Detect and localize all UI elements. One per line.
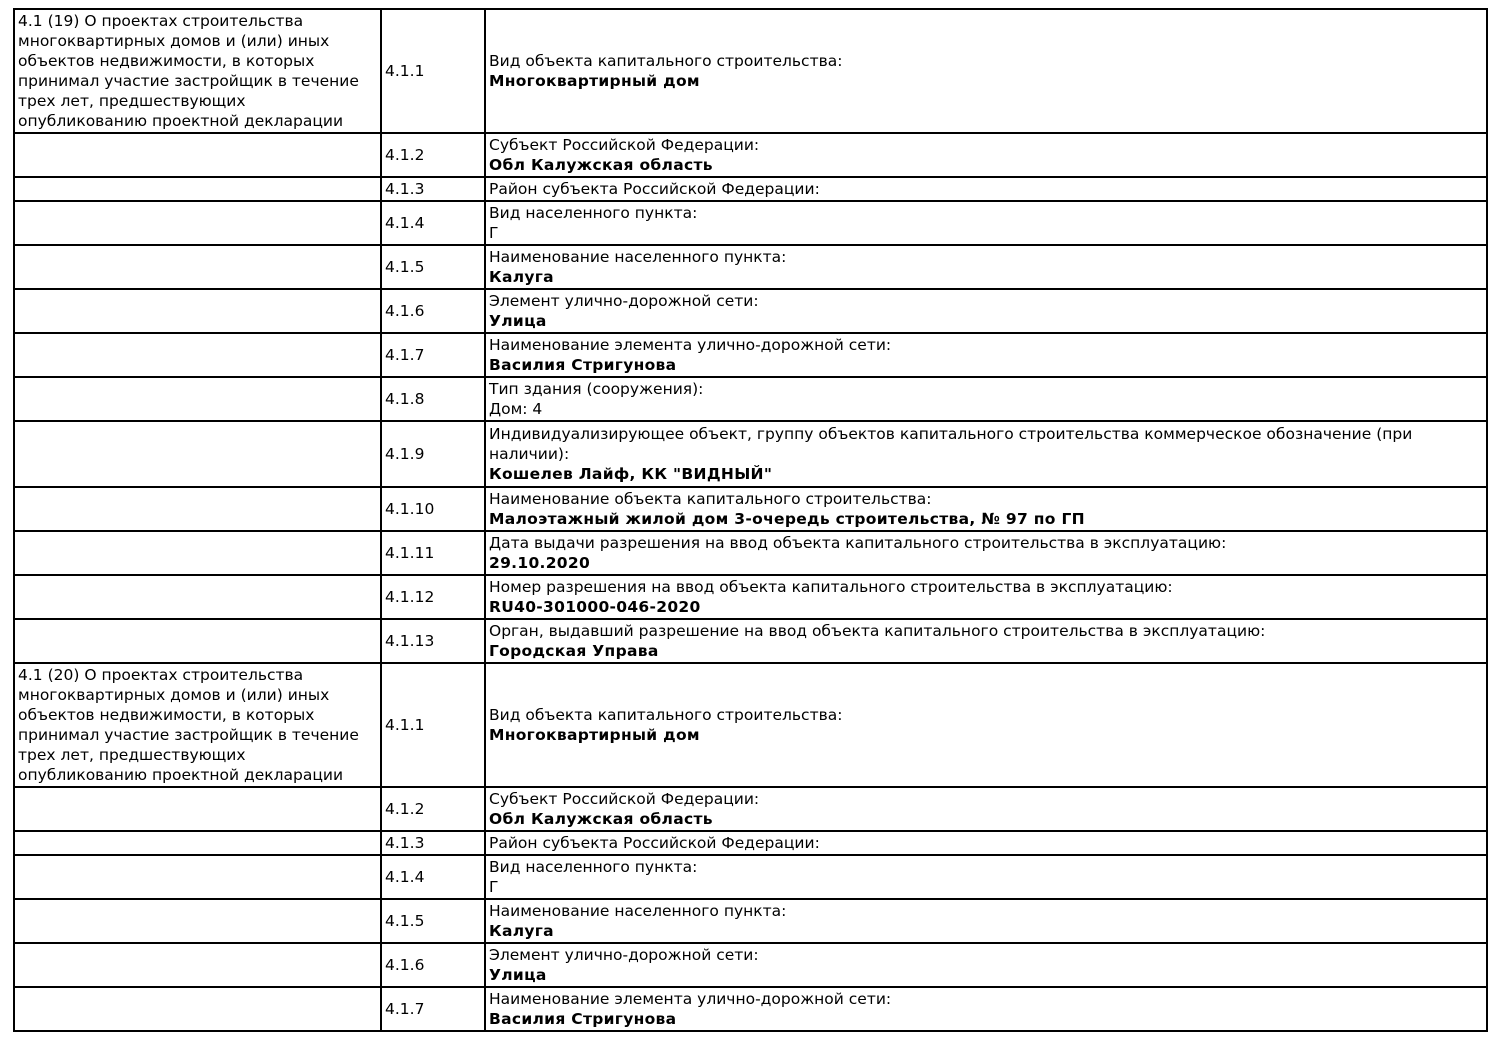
table-row xyxy=(14,531,1487,575)
item-code: 4.1.10 xyxy=(381,487,485,531)
section-description: 4.1 (20) О проектах строительства многоквартирных домов и (или) иных объектов недвижимости, в которых принимал участие застройщик в течение трех лет, предшествующих опубликованию проектной декларации xyxy=(14,663,381,787)
item-content-cell xyxy=(485,899,1487,943)
table-row xyxy=(14,487,1487,531)
item-content-cell xyxy=(485,201,1487,245)
item-value: Многоквартирный дом xyxy=(489,72,700,90)
item-code: 4.1.6 xyxy=(381,943,485,987)
table-row xyxy=(14,177,1487,201)
declaration-table xyxy=(13,8,1488,1032)
item-value: Калуга xyxy=(489,268,554,286)
item-content-cell xyxy=(485,575,1487,619)
table-row xyxy=(14,333,1487,377)
item-value: Г xyxy=(489,878,499,896)
table-row xyxy=(14,289,1487,333)
item-label: Район субъекта Российской Федерации: xyxy=(489,180,820,198)
item-content-cell xyxy=(485,487,1487,531)
item-value: Улица xyxy=(489,312,547,330)
item-code: 4.1.1 xyxy=(381,9,485,133)
item-value: Многоквартирный дом xyxy=(489,726,700,744)
empty-description-cell xyxy=(14,177,381,201)
empty-description-cell xyxy=(14,787,381,831)
item-label: Наименование объекта капитального строительства: xyxy=(489,490,932,508)
item-value: Улица xyxy=(489,966,547,984)
item-value: Дом: 4 xyxy=(489,400,543,418)
item-value: RU40-301000-046-2020 xyxy=(489,598,701,616)
item-label: Район субъекта Российской Федерации: xyxy=(489,834,820,852)
item-label: Вид населенного пункта: xyxy=(489,204,698,222)
item-code: 4.1.11 xyxy=(381,531,485,575)
item-code: 4.1.8 xyxy=(381,377,485,421)
item-content-cell xyxy=(485,245,1487,289)
table-body xyxy=(14,9,1487,1031)
item-code: 4.1.6 xyxy=(381,289,485,333)
empty-description-cell xyxy=(14,245,381,289)
item-content-cell xyxy=(485,421,1487,487)
empty-description-cell xyxy=(14,899,381,943)
item-code: 4.1.7 xyxy=(381,333,485,377)
item-content-cell xyxy=(485,177,1487,201)
item-content-cell xyxy=(485,9,1487,133)
item-code: 4.1.12 xyxy=(381,575,485,619)
table-row xyxy=(14,377,1487,421)
empty-description-cell xyxy=(14,133,381,177)
item-value: Василия Стригунова xyxy=(489,1010,677,1028)
table-row xyxy=(14,245,1487,289)
item-label: Вид населенного пункта: xyxy=(489,858,698,876)
item-content-cell xyxy=(485,377,1487,421)
item-content-cell xyxy=(485,619,1487,663)
empty-description-cell xyxy=(14,487,381,531)
table-row xyxy=(14,663,1487,787)
empty-description-cell xyxy=(14,377,381,421)
item-label: Наименование элемента улично-дорожной сети: xyxy=(489,990,892,1008)
item-value: Василия Стригунова xyxy=(489,356,677,374)
item-value: 29.10.2020 xyxy=(489,554,591,572)
table-row xyxy=(14,943,1487,987)
empty-description-cell xyxy=(14,333,381,377)
item-content-cell xyxy=(485,333,1487,377)
item-value: Городская Управа xyxy=(489,642,659,660)
table-row xyxy=(14,575,1487,619)
item-code: 4.1.5 xyxy=(381,245,485,289)
item-code: 4.1.2 xyxy=(381,787,485,831)
item-code: 4.1.3 xyxy=(381,831,485,855)
item-label: Орган, выдавший разрешение на ввод объекта капитального строительства в эксплуатацию: xyxy=(489,622,1266,640)
table-row xyxy=(14,987,1487,1031)
empty-description-cell xyxy=(14,987,381,1031)
item-label: Наименование населенного пункта: xyxy=(489,248,787,266)
item-code: 4.1.13 xyxy=(381,619,485,663)
empty-description-cell xyxy=(14,943,381,987)
empty-description-cell xyxy=(14,619,381,663)
item-code: 4.1.1 xyxy=(381,663,485,787)
item-label: Номер разрешения на ввод объекта капитального строительства в эксплуатацию: xyxy=(489,578,1173,596)
item-content-cell xyxy=(485,531,1487,575)
item-content-cell xyxy=(485,855,1487,899)
item-label: Вид объекта капитального строительства: xyxy=(489,706,843,724)
item-code: 4.1.4 xyxy=(381,201,485,245)
item-code: 4.1.3 xyxy=(381,177,485,201)
table-row xyxy=(14,787,1487,831)
item-value: Г xyxy=(489,224,499,242)
table-row xyxy=(14,855,1487,899)
item-content-cell xyxy=(485,787,1487,831)
item-content-cell xyxy=(485,987,1487,1031)
table-row xyxy=(14,201,1487,245)
item-value: Малоэтажный жилой дом 3-очередь строительства, № 97 по ГП xyxy=(489,510,1085,528)
item-label: Субъект Российской Федерации: xyxy=(489,790,760,808)
item-content-cell xyxy=(485,831,1487,855)
item-code: 4.1.5 xyxy=(381,899,485,943)
item-value: Кошелев Лайф, КК "ВИДНЫЙ" xyxy=(489,465,773,483)
item-code: 4.1.4 xyxy=(381,855,485,899)
table-row xyxy=(14,831,1487,855)
item-content-cell xyxy=(485,663,1487,787)
table-row xyxy=(14,619,1487,663)
item-label: Субъект Российской Федерации: xyxy=(489,136,760,154)
item-label: Элемент улично-дорожной сети: xyxy=(489,292,759,310)
item-value: Обл Калужская область xyxy=(489,810,713,828)
item-label: Наименование населенного пункта: xyxy=(489,902,787,920)
item-code: 4.1.9 xyxy=(381,421,485,487)
empty-description-cell xyxy=(14,855,381,899)
item-value: Обл Калужская область xyxy=(489,156,713,174)
table-row xyxy=(14,899,1487,943)
item-value: Калуга xyxy=(489,922,554,940)
item-code: 4.1.2 xyxy=(381,133,485,177)
item-label: Тип здания (сооружения): xyxy=(489,380,704,398)
empty-description-cell xyxy=(14,575,381,619)
item-label: Дата выдачи разрешения на ввод объекта капитального строительства в эксплуатацию: xyxy=(489,534,1227,552)
item-label: Элемент улично-дорожной сети: xyxy=(489,946,759,964)
empty-description-cell xyxy=(14,421,381,487)
empty-description-cell xyxy=(14,831,381,855)
empty-description-cell xyxy=(14,201,381,245)
empty-description-cell xyxy=(14,531,381,575)
item-content-cell xyxy=(485,289,1487,333)
table-row xyxy=(14,9,1487,133)
section-description: 4.1 (19) О проектах строительства многоквартирных домов и (или) иных объектов недвижимости, в которых принимал участие застройщик в течение трех лет, предшествующих опубликованию проектной декларации xyxy=(14,9,381,133)
item-label: Индивидуализирующее объект, группу объектов капитального строительства коммерческое обозначение (при наличии): xyxy=(489,425,1413,463)
item-label: Вид объекта капитального строительства: xyxy=(489,52,843,70)
item-content-cell xyxy=(485,133,1487,177)
item-label: Наименование элемента улично-дорожной сети: xyxy=(489,336,892,354)
table-row xyxy=(14,421,1487,487)
table-row xyxy=(14,133,1487,177)
item-code: 4.1.7 xyxy=(381,987,485,1031)
empty-description-cell xyxy=(14,289,381,333)
item-content-cell xyxy=(485,943,1487,987)
